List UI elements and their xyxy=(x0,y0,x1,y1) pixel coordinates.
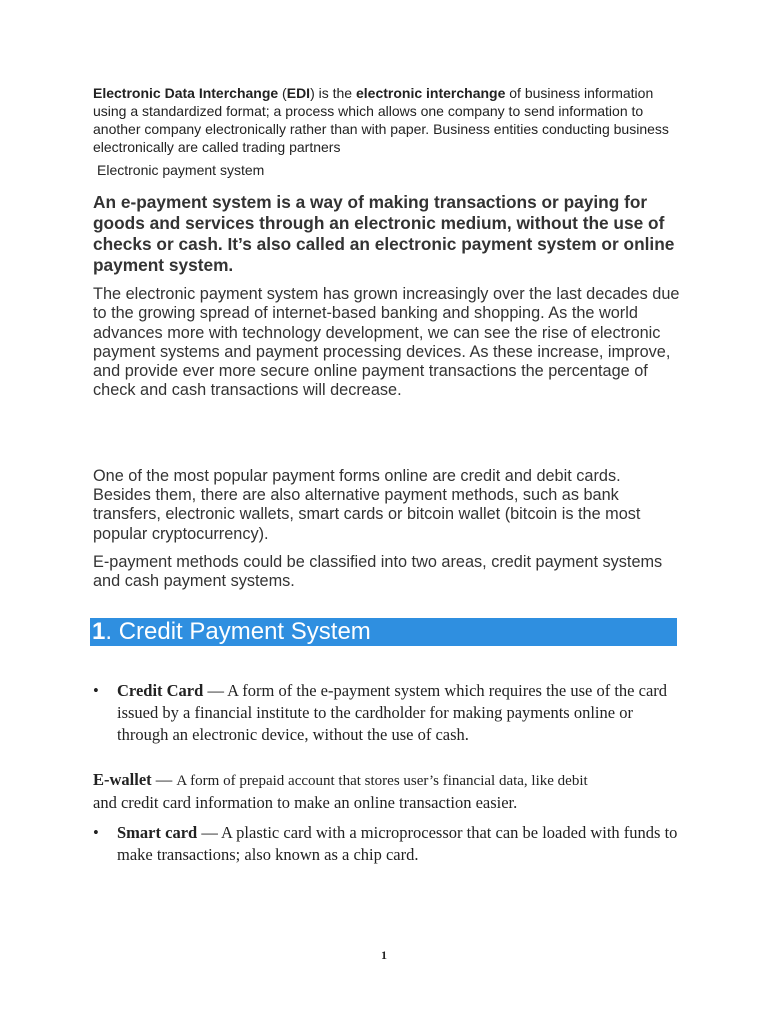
item-description: A form of prepaid account that stores user’s financial data, like debit xyxy=(176,772,588,789)
item-term: Credit Card xyxy=(117,680,204,700)
item-term: Smart card xyxy=(117,822,198,842)
item-dash: — xyxy=(203,680,228,700)
edi-term: Electronic Data Interchange xyxy=(93,85,279,101)
edi-text: ) is the xyxy=(310,85,356,101)
item-dash: — xyxy=(197,822,222,842)
popular-forms-paragraph: One of the most popular payment forms online are credit and debit cards. Besides them, there are also alternative payment methods, such as bank transfers, electronic wallets, smart cards or bitcoin wallet (bitcoin is the most popular cryptocurrency). xyxy=(93,466,641,543)
edi-abbr: EDI xyxy=(286,85,311,101)
item-description: A form of the e-payment system which requires the use of the card issued by a financial institute to the cardholder for making payments online or through an electronic device, without the use of cash. xyxy=(117,680,668,744)
item-description: A plastic card with a microprocessor that can be loaded with funds to make transactions; also known as a chip card. xyxy=(117,822,678,864)
edi-text: ( xyxy=(278,85,287,101)
edi-term-interchange: electronic interchange xyxy=(355,85,506,101)
edi-paragraph xyxy=(93,84,683,156)
bullet-icon: • xyxy=(93,822,99,842)
list-item-smart-card xyxy=(93,822,683,866)
page-number: 1 xyxy=(381,948,387,962)
section-title: . Credit Payment System xyxy=(105,617,371,645)
eps-label: Electronic payment system xyxy=(97,162,265,178)
bullet-icon: • xyxy=(93,680,99,700)
item-dash: — xyxy=(151,769,177,789)
spacer xyxy=(93,401,683,458)
ewallet-paragraph xyxy=(93,769,683,814)
classification-paragraph: E-payment methods could be classified into two areas, credit payment systems and cash payment systems. xyxy=(93,552,663,591)
list-item-credit-card xyxy=(93,680,683,746)
item-description-rest: and credit card information to make an online transaction easier. xyxy=(93,792,518,812)
item-term: E-wallet xyxy=(93,769,152,789)
section-heading xyxy=(90,618,677,646)
edi-text: of business information using a standardized format; a process which allows one company to send information to another company electronically rather than with paper. Business entities conducting business electronically are called trading partners xyxy=(93,85,669,155)
growth-paragraph: The electronic payment system has grown increasingly over the last decades due to the growing spread of internet-based banking and shopping. As the world advances more with technology development, we can see the rise of electronic payment systems and payment processing devices. As these increase, improve, and provide ever more secure online payment transactions the percentage of check and cash transactions will decrease. xyxy=(93,285,680,400)
document-page xyxy=(93,84,683,866)
lead-paragraph: An e-payment system is a way of making transactions or paying for goods and services through an electronic medium, without the use of checks or cash. It’s also called an electronic payment system or online payment system. xyxy=(93,192,675,275)
section-number: 1 xyxy=(92,617,106,645)
